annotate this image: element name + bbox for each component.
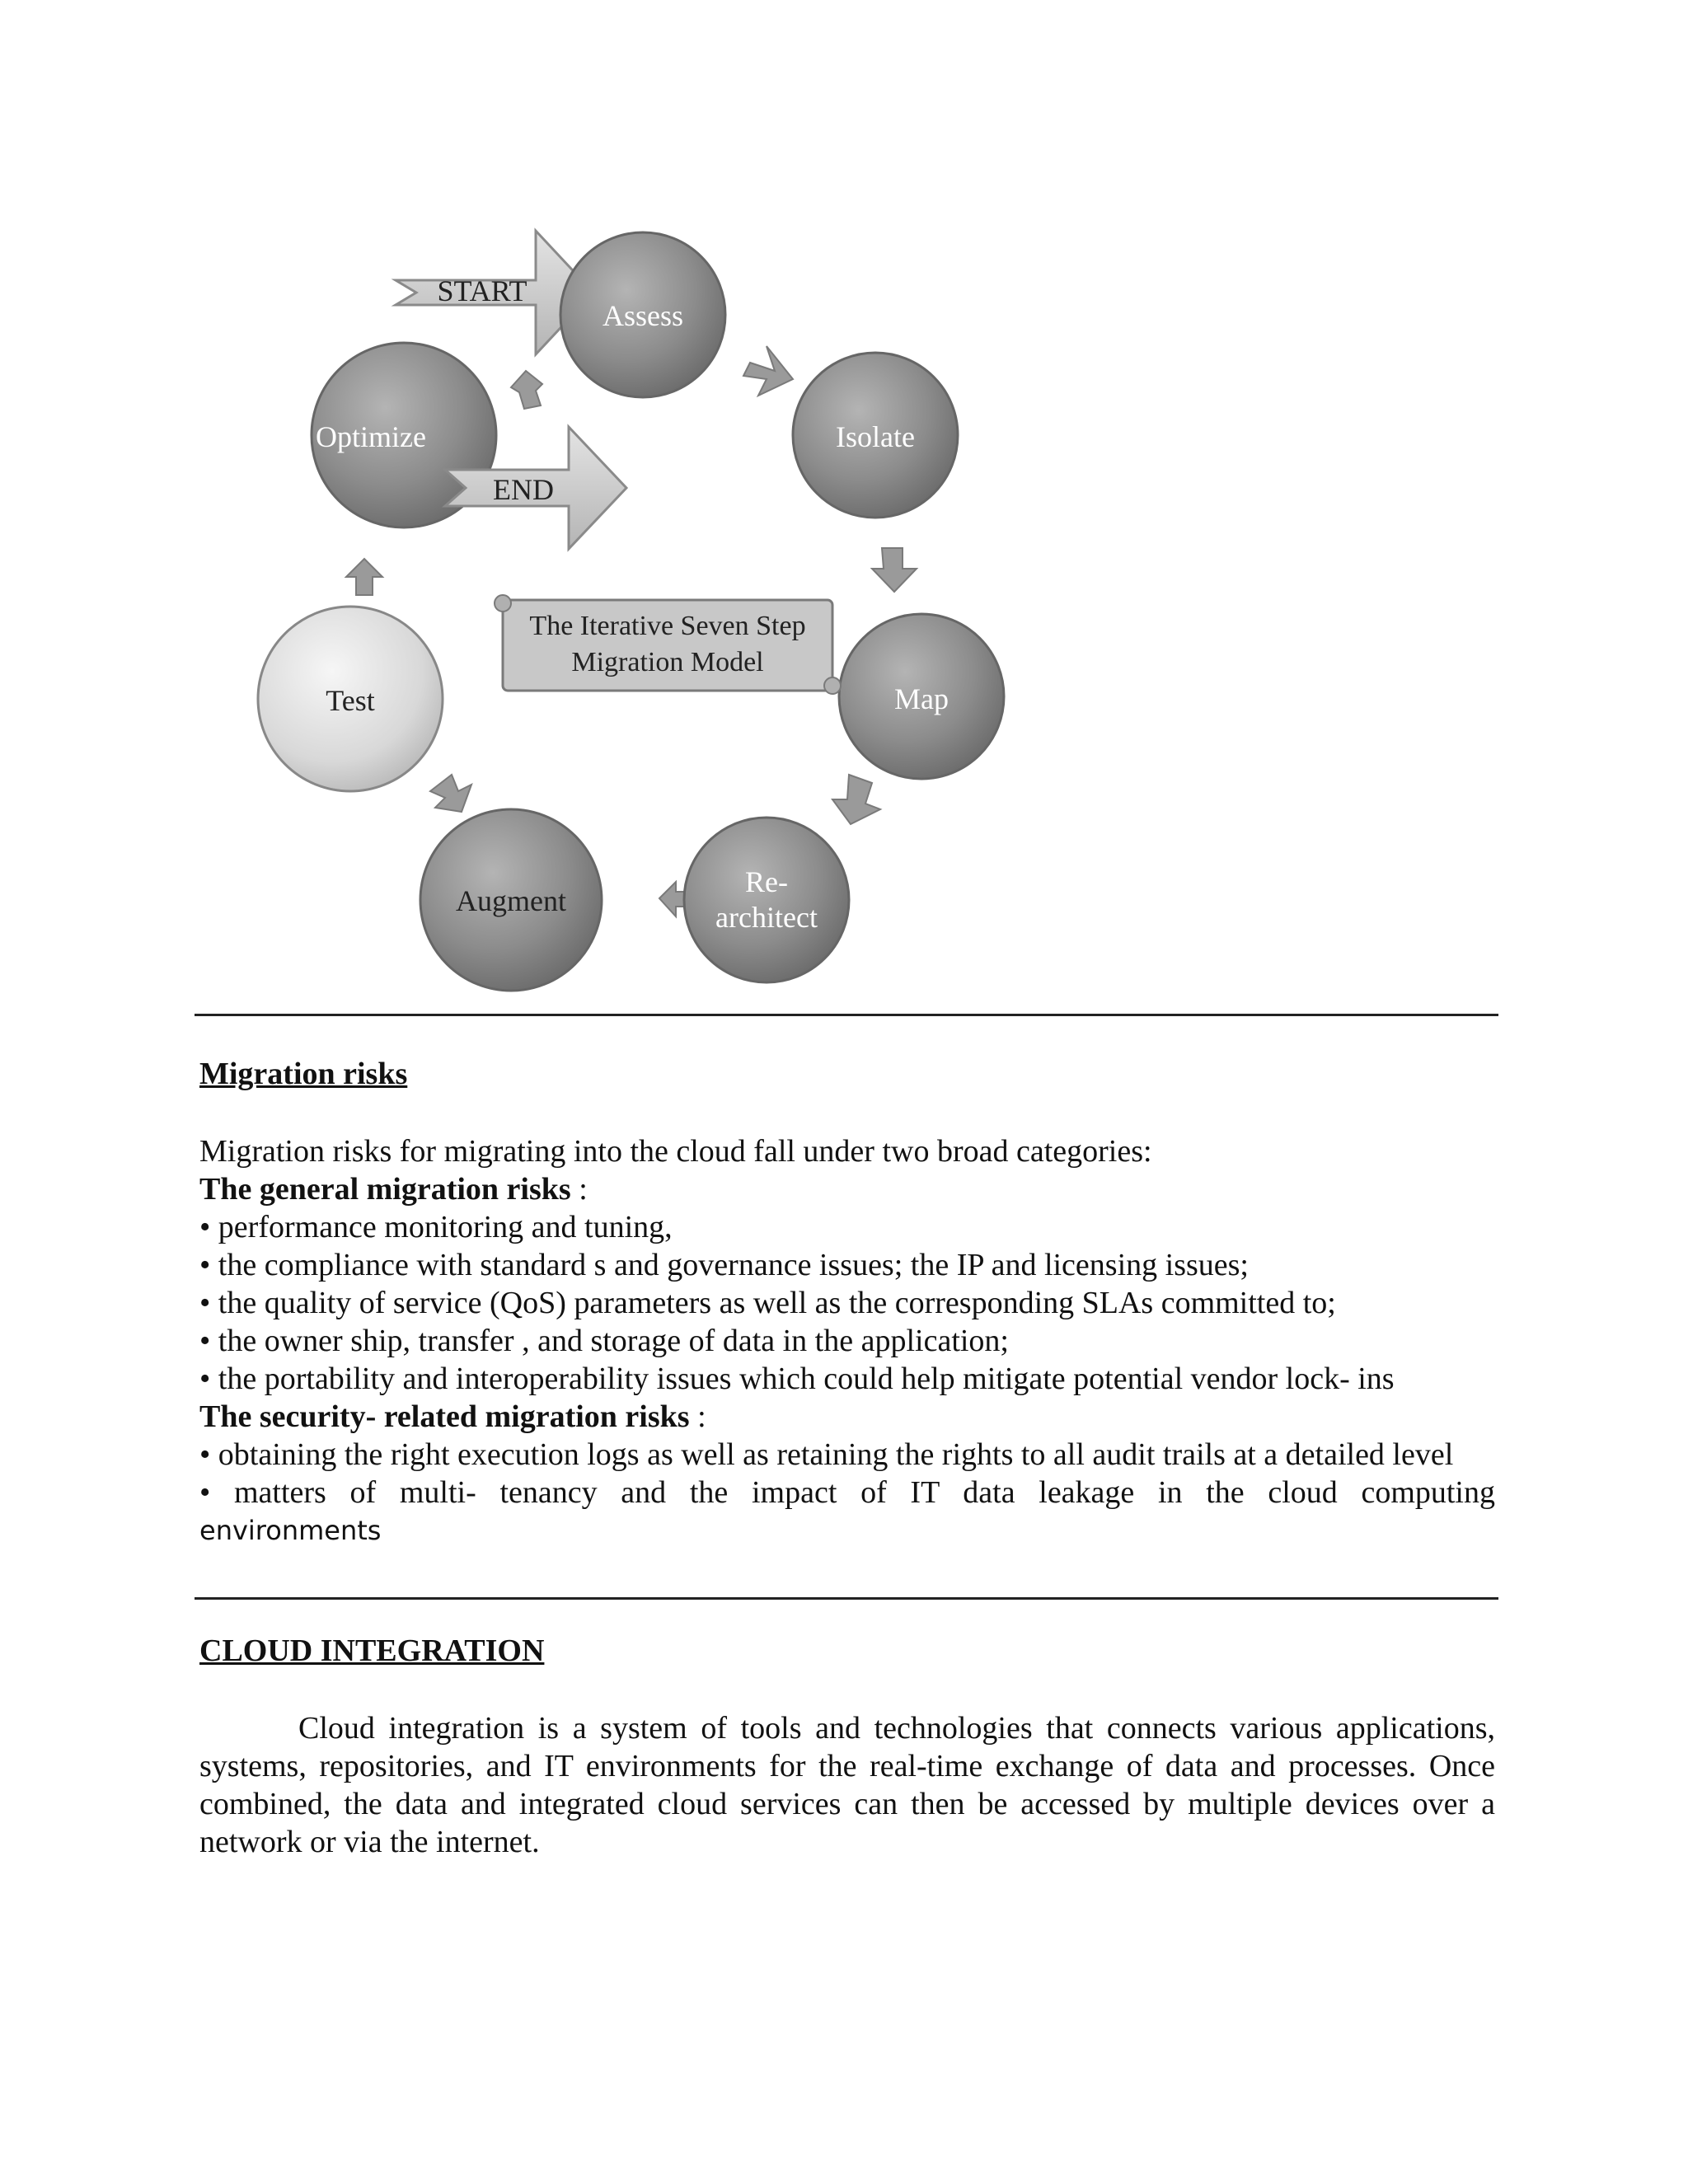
list-item: • performance monitoring and tuning, (199, 1210, 673, 1244)
security-risks-label (199, 1398, 1495, 1436)
list-item: • the owner ship, transfer , and storage of data in the application; (199, 1324, 1009, 1358)
section-heading: CLOUD INTEGRATION (199, 1633, 545, 1668)
security-risks-title: The security- related migration risks (199, 1399, 690, 1434)
start-label: START (437, 274, 528, 307)
migration-risks-section (199, 1055, 1495, 1549)
general-risks-title: The general migration risks (199, 1172, 571, 1207)
general-risks-colon: : (570, 1172, 588, 1207)
security-risks-colon: : (689, 1399, 706, 1434)
node-rearchitect (684, 818, 849, 982)
divider-line (195, 1014, 1498, 1016)
center-label-line2: Migration Model (571, 647, 764, 677)
list-item: • the portability and interoperability issues which could help mitigate potential vendor lock- ins (199, 1361, 1395, 1396)
cloud-integration-section (199, 1632, 1495, 1861)
arrow-assess-isolate (743, 346, 793, 396)
arrow-map-rearch (832, 775, 880, 824)
svg-text:Re-: Re- (745, 865, 788, 898)
migration-model-diagram (239, 223, 1047, 1014)
list-item: • the quality of service (QoS) parameters as well as the corresponding SLAs committed to; (199, 1286, 1336, 1320)
node-test (258, 607, 443, 791)
svg-text:Isolate: Isolate (836, 420, 915, 453)
list-item: • the compliance with standard s and governance issues; the IP and licensing issues; (199, 1248, 1249, 1282)
svg-text:Map: Map (894, 682, 949, 715)
divider-line (195, 1597, 1498, 1600)
node-augment (420, 809, 602, 991)
node-map (839, 614, 1004, 779)
svg-text:Test: Test (326, 684, 375, 717)
section-heading: Migration risks (199, 1057, 408, 1091)
svg-text:Augment: Augment (456, 884, 566, 917)
general-risks-label (199, 1170, 1495, 1208)
list-item: • matters of multi- tenancy and the impact of IT data leakage in the cloud computing (199, 1475, 1495, 1510)
node-assess (560, 232, 725, 397)
center-scroll-label (495, 595, 841, 694)
list-item: • obtaining the right execution logs as well as retaining the rights to all audit trails at a detailed level (199, 1437, 1454, 1472)
center-label-line1: The Iterative Seven Step (529, 611, 806, 641)
node-isolate (793, 353, 958, 518)
arrow-augment-test (430, 775, 471, 812)
arrow-isolate-map (872, 548, 917, 592)
list-item-continuation: environments (199, 1515, 382, 1546)
rearchitect-label-2: architect (715, 901, 818, 934)
arrow-optimize-assess (511, 371, 542, 409)
svg-text:Assess: Assess (602, 299, 684, 332)
intro-text: Migration risks for migrating into the cloud fall under two broad categories: (199, 1134, 1152, 1169)
body-paragraph: Cloud integration is a system of tools and technologies that connects various applications, systems, repositories, and IT environments for the real-time exchange of data and processes. Once combined, the data and integrated cloud services can then be accessed by multiple devices over a network or via the internet. (199, 1711, 1495, 1859)
svg-text:Optimize: Optimize (316, 420, 426, 453)
arrow-test-optimize (346, 559, 382, 595)
end-label: END (493, 473, 554, 506)
